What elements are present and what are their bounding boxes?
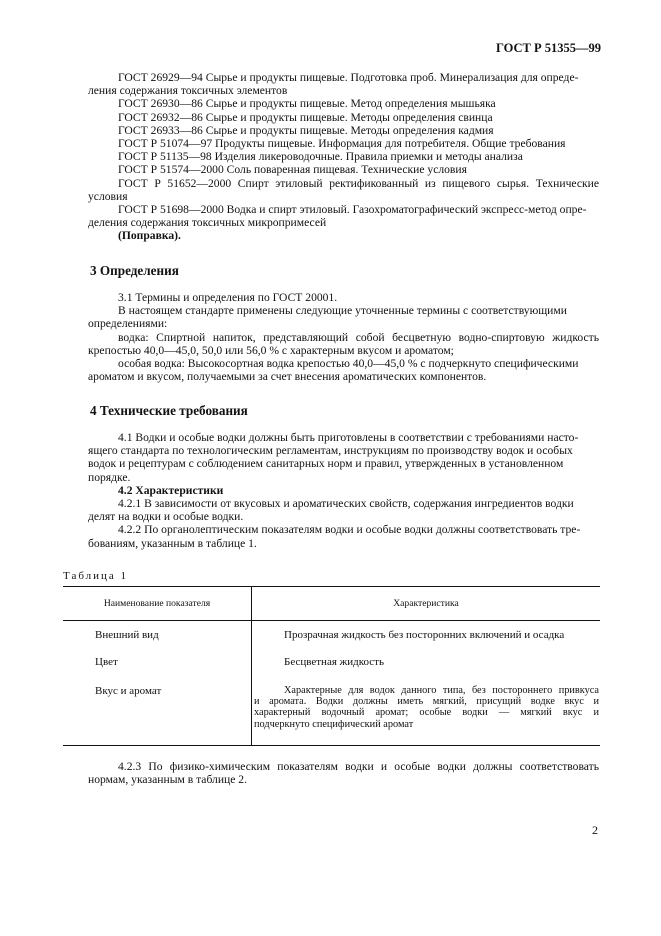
table-cell-name: Цвет bbox=[95, 656, 118, 668]
after-table-text bbox=[88, 760, 599, 786]
text-line: определениями: bbox=[88, 317, 168, 331]
table-cell-line: характерный водочный аромат; особые водки — мягкий вкус и bbox=[254, 707, 599, 719]
table-cell-line: подчеркнуто специфический аромат bbox=[254, 718, 414, 730]
section-4-title: 4 Технические требования bbox=[90, 403, 248, 418]
text-line: 4.2.2 По органолептическим показателям водки и особые водки должны соответствовать тре- bbox=[118, 523, 581, 537]
text-line: крепостью 40,0—45,0, 50,0 или 56,0 % с характерным вкусом и ароматом; bbox=[88, 343, 454, 357]
text-line: порядке. bbox=[88, 470, 131, 484]
text-line: В настоящем стандарте применены следующие уточненные термины с соответствующими bbox=[118, 304, 567, 318]
reference-line: ГОСТ 26929—94 Сырье и продукты пищевые. Подготовка проб. Минерализация для опреде- bbox=[118, 71, 579, 84]
table-cell-name: Вкус и аромат bbox=[95, 685, 162, 697]
reference-line: ГОСТ 26932—86 Сырье и продукты пищевые. Методы определения свинца bbox=[118, 110, 493, 124]
reference-line: ления содержания токсичных элементов bbox=[88, 84, 288, 98]
section-3-title: 3 Определения bbox=[90, 263, 179, 278]
text-line: 3.1 Термины и определения по ГОСТ 20001. bbox=[118, 291, 338, 304]
text-line: ящего стандарта по технологическим регламентам, инструкциям по производству водок и особых bbox=[88, 444, 573, 458]
text-line: водок и рецептурам с соблюдением санитарных норм и правил, утвержденных в установленном bbox=[88, 457, 564, 471]
text-line: 4.2.3 По физико-химическим показателям водки и особые водки должны соответствовать bbox=[118, 760, 599, 773]
section-4-body bbox=[88, 431, 599, 550]
section-3-body bbox=[88, 291, 599, 383]
subsection-title: 4.2 Характеристики bbox=[118, 483, 224, 497]
column-header-name: Наименование показателя bbox=[103, 598, 211, 609]
text-line: делят на водки и особые водки. bbox=[88, 510, 244, 524]
reference-line: ГОСТ Р 51135—98 Изделия ликероводочные. Правила приемки и методы анализа bbox=[118, 150, 523, 164]
reference-line: условия bbox=[88, 189, 128, 203]
reference-line: ГОСТ Р 51574—2000 Соль поваренная пищевая. Технические условия bbox=[118, 163, 467, 177]
references-list bbox=[88, 71, 599, 243]
page-number: 2 bbox=[592, 823, 598, 837]
table-cell-line: Характерные для водок данного типа, без постороннего привкуса bbox=[284, 685, 599, 696]
text-line: 4.1 Водки и особые водки должны быть приготовлены в соответствии с требованиями насто- bbox=[118, 431, 579, 444]
column-divider bbox=[251, 620, 252, 745]
reference-line: ГОСТ Р 51698—2000 Водка и спирт этиловый. Газохроматографический экспресс-метод опре- bbox=[118, 203, 587, 217]
text-line: бованиям, указанным в таблице 1. bbox=[88, 536, 257, 550]
text-line: 4.2.1 В зависимости от вкусовых и ароматических свойств, содержания ингредиентов водки bbox=[118, 497, 574, 511]
correction-note: (Поправка). bbox=[118, 229, 181, 243]
text-line: нормам, указанным в таблице 2. bbox=[88, 773, 247, 787]
table-cell-line: и аромата. Водки должны иметь мягкий, присущий водке вкус и bbox=[254, 696, 599, 708]
reference-line: ГОСТ 26930—86 Сырье и продукты пищевые. Метод определения мышьяка bbox=[118, 97, 496, 111]
table-cell-value bbox=[254, 685, 599, 730]
page-header: ГОСТ Р 51355—99 bbox=[495, 41, 601, 55]
reference-line: ГОСТ Р 51652—2000 Спирт этиловый ректификованный из пищевого сырья. Технические bbox=[118, 176, 599, 190]
table-cell-value: Прозрачная жидкость без посторонних включений и осадка bbox=[284, 629, 565, 641]
table-1 bbox=[63, 586, 600, 746]
table-cell-name: Внешний вид bbox=[95, 629, 159, 641]
table-caption: Таблица 1 bbox=[63, 570, 129, 582]
text-line: ароматом и вкусом, получаемыми за счет внесения ароматических компонентов. bbox=[88, 370, 487, 384]
reference-line: ГОСТ 26933—86 Сырье и продукты пищевые. Методы определения кадмия bbox=[118, 123, 494, 137]
text-line: водка: Спиртной напиток, представляющий собой бесцветную водно-спиртовую жидкость bbox=[118, 330, 599, 344]
text-line: особая водка: Высокосортная водка крепостью 40,0—45,0 % с подчеркнуто специфическими bbox=[118, 357, 579, 371]
reference-line: ГОСТ Р 51074—97 Продукты пищевые. Информация для потребителя. Общие требования bbox=[118, 137, 566, 151]
column-header-value: Характеристика bbox=[393, 598, 459, 609]
reference-line: деления содержания токсичных микропримесей bbox=[88, 216, 327, 230]
table-header bbox=[63, 587, 600, 621]
table-cell-value: Бесцветная жидкость bbox=[284, 656, 384, 668]
